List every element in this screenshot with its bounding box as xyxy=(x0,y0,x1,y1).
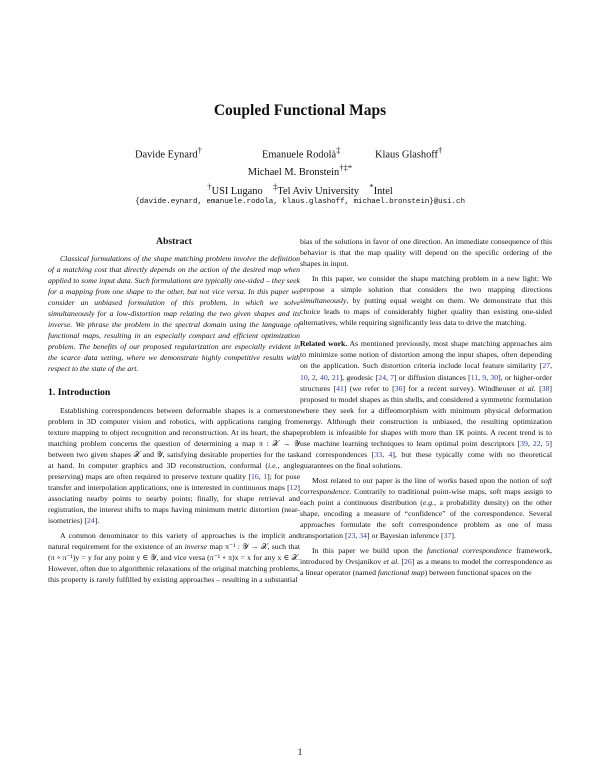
citation-link[interactable]: 11 xyxy=(470,372,479,382)
citation-link[interactable]: 38 xyxy=(541,383,550,393)
text-run: ]; for pose transfer and interpolation applications, one is interested in continuous maps [ xyxy=(48,471,301,492)
citation-link[interactable]: 4 xyxy=(388,449,393,459)
text-run: ]. xyxy=(94,515,100,525)
emphasis-text: et al. xyxy=(518,383,536,393)
citation-link[interactable]: 16 xyxy=(251,471,259,481)
author-mark: †‡* xyxy=(339,163,353,173)
text-run: , xyxy=(382,449,389,459)
citation-link[interactable]: 10 xyxy=(300,372,308,382)
author-name: Emanuele Rodolà xyxy=(262,149,337,161)
text-run: framework, introduced by Ovsjanikov xyxy=(300,546,553,567)
affiliation-intel xyxy=(369,182,393,198)
intro-paragraph-1 xyxy=(48,405,300,527)
intro-paragraph-2 xyxy=(48,530,300,585)
affiliation-mark: † xyxy=(207,182,212,192)
citation-link[interactable]: 33 xyxy=(374,449,383,459)
text-run: , xyxy=(307,372,312,382)
text-run: , xyxy=(327,372,332,382)
text-run: ] or diffusion distances [ xyxy=(394,372,471,382)
abstract-heading: Abstract xyxy=(155,236,193,247)
affiliation-name: USI Lugano xyxy=(211,186,263,198)
citation-link[interactable]: 24 xyxy=(86,515,95,525)
page-number: 1 xyxy=(297,748,303,758)
text-run: ] and correspondences [ xyxy=(300,438,553,459)
text-run: ], but these typically come with no theoretical guarantees on the final solutions. xyxy=(300,449,552,470)
text-run: , xyxy=(258,471,264,481)
citation-link[interactable]: 36 xyxy=(394,383,403,393)
right-paragraph-2 xyxy=(300,273,552,328)
text-run: ) between functional spaces on the xyxy=(424,568,532,578)
affiliations xyxy=(0,182,600,197)
right-paragraph-4 xyxy=(300,475,552,541)
text-run: , a probability density) on the other shape, encoding a measure of “confidence” of the correspondence. Several approaches formulate the soft correspondence problem as one of mass transportation [ xyxy=(300,498,552,541)
author-michael-bronstein xyxy=(247,163,353,179)
text-run: , xyxy=(355,531,360,541)
citation-link[interactable]: 41 xyxy=(336,383,344,393)
text-run: , xyxy=(385,372,391,382)
emphasis-text: et al. xyxy=(383,557,400,567)
citation-link[interactable]: 9 xyxy=(482,372,487,382)
text-run: ]. xyxy=(451,531,456,541)
text-run: Most related to our paper is the line of works based upon the notion of xyxy=(312,475,541,485)
author-name: Klaus Glashoff xyxy=(375,149,439,161)
text-run: , xyxy=(550,361,552,371)
text-run: , angle preserving) maps are often required to preserve texture quality [ xyxy=(48,460,300,481)
right-paragraph-1 xyxy=(300,236,552,269)
affiliation-usi xyxy=(207,182,263,198)
text-run: bias of the solutions in favor of one direction. An immediate consequence of this behavior is that the map quality will depend on the specific ordering of the shapes in input. xyxy=(300,237,552,269)
citation-link[interactable]: 34 xyxy=(359,531,367,541)
author-name: Michael M. Bronstein xyxy=(247,167,340,179)
text-run: In this paper we build upon the xyxy=(312,546,427,556)
emphasis-text: i.e. xyxy=(268,460,278,470)
author-klaus-glashoff xyxy=(375,145,442,160)
citation-link[interactable]: 23 xyxy=(347,531,356,541)
text-run: ] as a means to model the correspondence as a linear operator (named xyxy=(300,557,552,578)
affiliation-mark: * xyxy=(369,182,374,192)
citation-link[interactable]: 12 xyxy=(289,482,298,492)
author-row-2 xyxy=(0,163,600,178)
text-run: map π⁻¹ : 𝒴 → 𝒳, such that (π ∘ π⁻¹)y = y for any point y ∈ 𝒴, and vice versa (π⁻¹ ∘ π)x = x for any x ∈ 𝒳. However, often due to algorithmic relaxations of the original matching problems, this property is rarely fulfilled by existing approaches – resulting in a substantial xyxy=(48,542,300,585)
emphasis-text: soft correspondence xyxy=(300,475,552,496)
text-run: , xyxy=(315,372,320,382)
text-run: , xyxy=(486,372,491,382)
paper-title: Coupled Functional Maps xyxy=(213,102,387,119)
citation-link[interactable]: 37 xyxy=(443,531,452,541)
text-run: ] or Bayesian inference [ xyxy=(366,531,444,541)
author-emails: {davide.eynard, emanuele.rodola, klaus.glashoff, michael.bronstein}@usi.ch xyxy=(135,198,465,206)
affiliation-name: Intel xyxy=(373,186,393,198)
emphasis-text: functional map xyxy=(377,568,425,578)
text-run: , xyxy=(478,372,483,382)
affiliation-mark: ‡ xyxy=(273,182,278,192)
related-work-heading: Related work. xyxy=(300,339,348,349)
text-run: , xyxy=(540,438,546,448)
introduction-heading: 1. Introduction xyxy=(48,386,111,398)
citation-link[interactable]: 2 xyxy=(311,372,316,382)
text-run: ] associating nearby points to nearby points; finally, for shape retrieval and registration, the interest shifts to maps having minimum metric distortion (near-isometries) [ xyxy=(48,482,300,525)
text-run: A common denominator to this variety of approaches is the implicit and natural requirement for the existence of an xyxy=(48,531,300,552)
affiliation-tau xyxy=(273,182,359,198)
citation-link[interactable]: 30 xyxy=(490,372,499,382)
citation-link[interactable]: 21 xyxy=(331,372,340,382)
left-column xyxy=(48,236,300,585)
right-paragraph-5 xyxy=(300,545,552,578)
author-emanuele-rodola xyxy=(262,145,340,160)
author-mark: † xyxy=(438,145,443,155)
text-run: As mentioned previously, most shape matching approaches aim to minimize some notion of distortion among the input shapes, often depending on the application. Such distortion criteria include local feature similarity [ xyxy=(300,339,552,371)
text-run: [ xyxy=(399,557,405,567)
citation-link[interactable]: 24 xyxy=(378,372,386,382)
text-run: ] proposed to model shapes as thin shells, and considered a symmetric formulation where they seek for a diffeomorphism with minimum physical deformation energy. Although their construction is unbiased, the resulting optimization problem is infeasible for shapes with more than 1K points. A recent trend is to use machine learning techniques to learn optimal point descriptors [ xyxy=(300,383,552,448)
citation-link[interactable]: 26 xyxy=(404,557,412,567)
text-run: . Contrarily to traditional point-wise maps, soft maps assign to each point a continuous distribution ( xyxy=(300,486,552,508)
author-mark: † xyxy=(197,145,202,155)
text-run: , xyxy=(527,438,533,448)
text-run: In this paper, we consider the shape matching problem in a new light: We propose a simple solution that considers the two mapping directions xyxy=(300,274,552,295)
text-run: [ xyxy=(535,383,542,393)
text-run: ] for a recent survey). Windheuser xyxy=(402,383,519,393)
emphasis-text: simultaneously xyxy=(300,296,347,306)
related-work-paragraph xyxy=(300,338,552,471)
author-mark: ‡ xyxy=(336,145,341,155)
citation-link[interactable]: 22 xyxy=(532,438,541,448)
abstract-section xyxy=(48,253,300,375)
citation-link[interactable]: 39 xyxy=(520,438,528,448)
text-run: ] (we refer to [ xyxy=(343,383,395,393)
affiliation-name: Tel Aviv University xyxy=(277,186,359,198)
author-davide-eynard xyxy=(135,145,202,160)
emphasis-text: e.g. xyxy=(422,498,435,508)
emphasis-text: functional correspondence xyxy=(426,546,512,556)
citation-link[interactable]: 1 xyxy=(263,471,268,481)
right-column xyxy=(300,236,552,578)
citation-link[interactable]: 27 xyxy=(542,361,551,371)
author-name: Davide Eynard xyxy=(135,149,198,161)
related-work-text xyxy=(300,339,552,470)
citation-link[interactable]: 40 xyxy=(319,372,328,382)
text-run: ], or higher-order structures [ xyxy=(300,372,553,393)
text-run: Establishing correspondences between deformable shapes is a cornerstone problem in 3D computer vision and robotics, with applications ranging from texture mapping to object recognition and reconstruction. At its heart, the shape matching problem concerns the question of determining a map π : 𝒳 → 𝒴 between two given shapes 𝒳 and 𝒴, satisfying desirable properties for the task at hand. In computer graphics and 3D reconstruction, conformal ( xyxy=(48,405,300,470)
citation-link[interactable]: 7 xyxy=(390,372,394,382)
citation-link[interactable]: 5 xyxy=(545,438,550,448)
abstract-text: Classical formulations of the shape matching problem involve the definition of a matching cost that directly depends on the action of the desired map when applied to some input data. Such formulations are typically one-sided – they seek for a mapping from one shape to the other, but not vice versa. In this paper we consider an unbiased formulation of this problem, in which we solve simultaneously for a low-distortion map relating the two given shapes and its inverse. We phrase the problem in the spectral domain using the language of functional maps, resulting in an especially compact and efficient optimization problem. The benefits of our proposed regularization are especially evident in the scarce data setting, where we demonstrate highly competitive results with respect to the state of the art. xyxy=(48,254,300,374)
text-run: , by putting equal weight on them. We demonstrate that this choice leads to maps of considerably higher quality than existing one-sided alternatives, while requiring significantly less data to drive the matching. xyxy=(300,296,552,328)
emphasis-text: inverse xyxy=(184,542,207,552)
text-run: ], geodesic [ xyxy=(339,372,379,382)
